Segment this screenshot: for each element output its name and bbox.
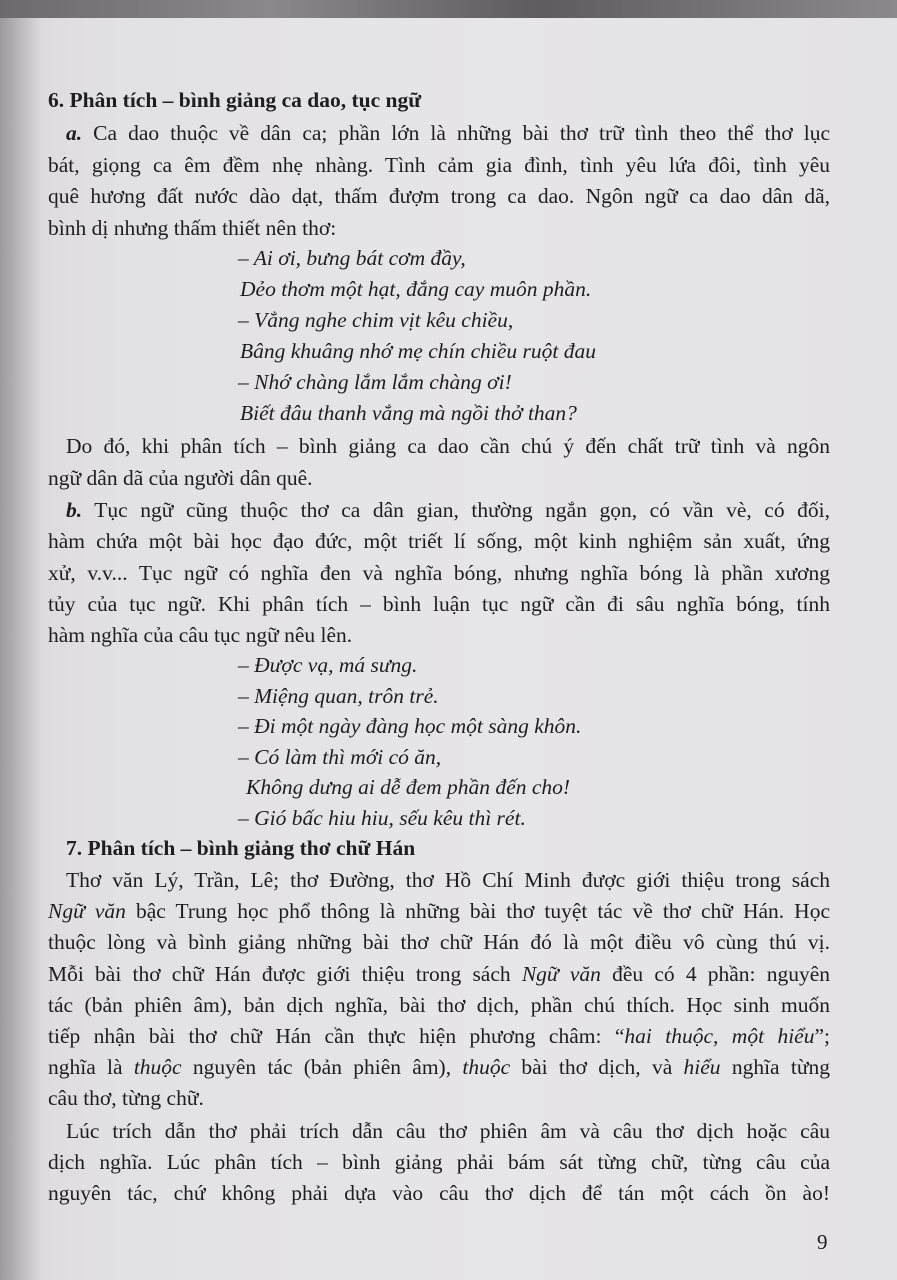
- paragraph-b-line: [48, 527, 830, 555]
- paragraph-b-line: [66, 496, 830, 524]
- verse-line: [238, 244, 466, 272]
- proverb-line: [238, 651, 417, 679]
- text-span: ”;: [814, 1024, 830, 1048]
- paragraph-line: [48, 928, 830, 956]
- text-span: Tục ngữ cũng thuộc thơ ca dân gian, thường ngắn gọn, có vần vè, có đối,: [82, 498, 830, 522]
- text-span: Ngữ văn: [521, 961, 601, 986]
- paragraph-line: [48, 897, 830, 925]
- text-span: – Được vạ, má sưng.: [238, 653, 418, 677]
- paragraph-line: [66, 1117, 830, 1145]
- paragraph-a-line: [48, 214, 336, 242]
- text-span: – Miệng quan, trôn trẻ.: [238, 683, 439, 708]
- proverb-line: [238, 682, 439, 710]
- conclusion-line: [48, 464, 313, 492]
- paragraph-a-line: [66, 119, 830, 147]
- text-span: dịch nghĩa. Lúc phân tích – bình giảng phải bám sát từng chữ, từng câu của: [48, 1150, 830, 1174]
- verse-line: [240, 275, 591, 303]
- verse-line: [238, 368, 512, 396]
- binding-shadow: [0, 18, 40, 1280]
- text-span: Mỗi bài thơ chữ Hán được giới thiệu trong sách: [48, 961, 522, 986]
- text-span: nghĩa là: [48, 1055, 134, 1080]
- text-span: Không dưng ai dễ đem phần đến cho!: [246, 775, 571, 800]
- text-span: thuộc: [133, 1055, 182, 1080]
- paragraph-line: [48, 1148, 830, 1176]
- text-span: câu thơ, từng chữ.: [48, 1086, 204, 1111]
- text-span: – Đi một ngày đàng học một sàng khôn.: [238, 714, 582, 739]
- verse-line: [240, 337, 596, 365]
- text-span: bậc Trung học phổ thông là những bài thơ tuyệt tác về thơ chữ Hán. Học: [125, 899, 831, 924]
- text-span: – Ai ơi, bưng bát cơm đầy,: [238, 246, 466, 270]
- text-span: Do đó, khi phân tích – bình giảng ca dao cần chú ý đến chất trữ tình và ngôn: [66, 434, 830, 458]
- text-span: đều có 4 phần: nguyên: [600, 961, 831, 986]
- paragraph-line: [48, 1053, 830, 1081]
- text-span: bát, giọng ca êm đềm nhẹ nhàng. Tình cảm gia đình, tình yêu lứa đôi, tình yêu: [48, 152, 830, 177]
- text-span: bình dị nhưng thấm thiết nên thơ:: [48, 215, 337, 240]
- text-span: thuộc: [462, 1055, 511, 1080]
- text-span: a.: [66, 121, 83, 145]
- paragraph-a-line: [48, 182, 830, 210]
- verse-line: [240, 399, 577, 427]
- text-span: Thơ văn Lý, Trần, Lê; thơ Đường, thơ Hồ Chí Minh được giới thiệu trong sách: [66, 868, 830, 892]
- text-span: Bâng khuâng nhớ mẹ chín chiều ruột đau: [240, 339, 597, 363]
- text-span: hiểu: [683, 1055, 721, 1080]
- text-span: – Gió bấc hiu hiu, sếu kêu thì rét.: [238, 806, 526, 830]
- text-span: – Có làm thì mới có ăn,: [238, 744, 442, 769]
- proverb-line: [246, 773, 570, 801]
- paragraph-line: [66, 866, 830, 894]
- paragraph-line: [48, 1084, 204, 1112]
- paragraph-a-line: [48, 151, 830, 179]
- text-span: hai thuộc, một hiểu: [624, 1024, 815, 1048]
- text-span: Lúc trích dẫn thơ phải trích dẫn câu thơ phiên âm và câu thơ dịch hoặc câu: [66, 1119, 830, 1143]
- text-span: hàm chứa một bài học đạo đức, một triết lí sống, một kinh nghiệm sản xuất, ứng: [48, 529, 830, 554]
- text-span: ngữ dân dã của người dân quê.: [48, 466, 313, 490]
- text-span: tủy của tục ngữ. Khi phân tích – bình luận tục ngữ cần đi sâu nghĩa bóng, tính: [48, 591, 830, 616]
- text-span: xử, v.v... Tục ngữ có nghĩa đen và nghĩa bóng, nhưng nghĩa bóng là phần xương: [48, 560, 830, 585]
- text-span: 7. Phân tích – bình giảng thơ chữ Hán: [66, 836, 416, 860]
- paragraph-b-line: [48, 559, 830, 587]
- text-span: Biết đâu thanh vắng mà ngồi thở than?: [240, 401, 577, 425]
- paragraph-b-line: [48, 590, 830, 618]
- section-7-heading: [66, 834, 415, 862]
- paragraph-line: [48, 960, 830, 988]
- text-span: – Nhớ chàng lắm lắm chàng ơi!: [238, 370, 512, 394]
- verse-line: [238, 306, 513, 334]
- text-span: Dẻo thơm một hạt, đắng cay muôn phần.: [240, 277, 592, 301]
- page-number: 9: [817, 1230, 828, 1254]
- proverb-line: [238, 743, 441, 771]
- section-6-heading: [48, 86, 421, 114]
- text-span: 6. Phân tích – bình giảng ca dao, tục ngữ: [48, 88, 422, 112]
- text-span: tác (bản phiên âm), bản dịch nghĩa, bài thơ dịch, phần chú thích. Học sinh muốn: [48, 992, 830, 1017]
- paragraph-line: [48, 1179, 830, 1207]
- text-span: Ca dao thuộc về dân ca; phần lớn là những bài thơ trữ tình theo thể thơ lục: [82, 121, 830, 145]
- paragraph-line: [48, 1022, 830, 1050]
- paragraph-line: [48, 991, 830, 1019]
- proverb-line: [238, 712, 581, 740]
- conclusion-line: [66, 432, 830, 460]
- text-span: – Vẳng nghe chim vịt kêu chiều,: [238, 308, 514, 332]
- text-span: Ngữ văn: [48, 899, 126, 924]
- text-span: b.: [66, 498, 83, 522]
- text-span: bài thơ dịch, và: [510, 1055, 684, 1080]
- paragraph-b-line: [48, 621, 352, 649]
- text-span: nguyên tác, chứ không phải dựa vào câu thơ dịch để tán một cách ồn ào!: [48, 1181, 830, 1205]
- text-span: quê hương đất nước dào dạt, thấm đượm trong ca dao. Ngôn ngữ ca dao dân dã,: [48, 184, 830, 208]
- text-span: thuộc lòng và bình giảng những bài thơ chữ Hán đó là một điều vô cùng thú vị.: [48, 930, 830, 955]
- text-span: nghĩa từng: [720, 1055, 830, 1080]
- text-span: nguyên tác (bản phiên âm),: [181, 1055, 463, 1080]
- proverb-line: [238, 804, 526, 832]
- page-top-edge: [0, 0, 897, 18]
- text-span: hàm nghĩa của câu tục ngữ nêu lên.: [48, 623, 353, 648]
- text-span: tiếp nhận bài thơ chữ Hán cần thực hiện phương châm: “: [48, 1024, 625, 1048]
